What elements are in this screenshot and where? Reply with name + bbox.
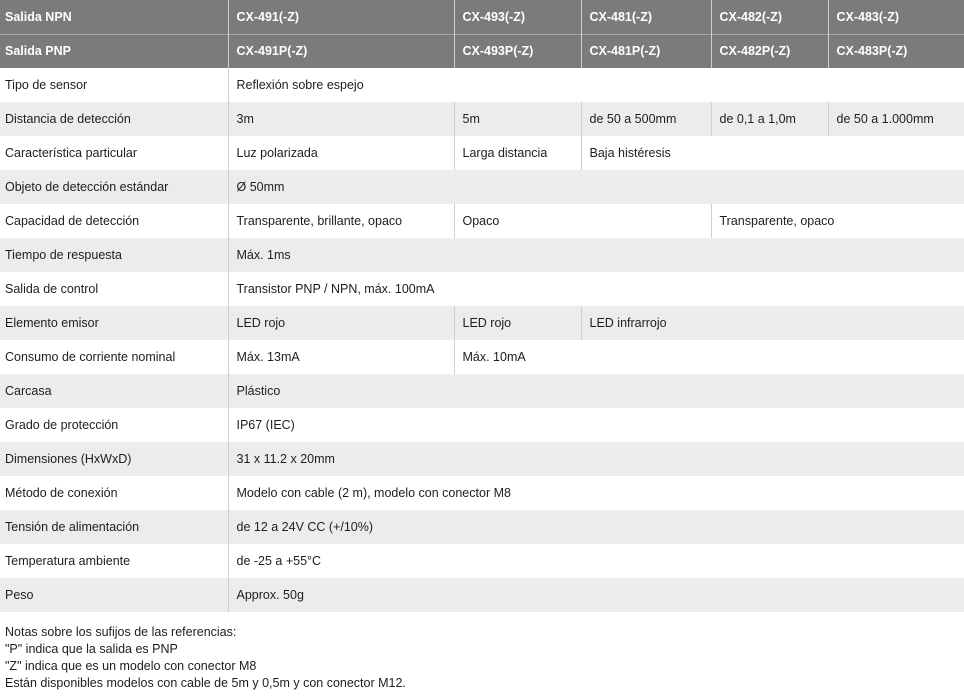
spec-value: Approx. 50g bbox=[228, 578, 964, 612]
spec-value: Transistor PNP / NPN, máx. 100mA bbox=[228, 272, 964, 306]
spec-row bbox=[0, 306, 964, 340]
header-cell-model: CX-481(-Z) bbox=[581, 0, 711, 34]
spec-label: Peso bbox=[0, 578, 228, 612]
spec-row bbox=[0, 476, 964, 510]
header-cell-model: CX-481P(-Z) bbox=[581, 34, 711, 68]
spec-row bbox=[0, 544, 964, 578]
spec-row bbox=[0, 408, 964, 442]
spec-value: Reflexión sobre espejo bbox=[228, 68, 964, 102]
spec-value: Larga distancia bbox=[454, 136, 581, 170]
spec-value: Transparente, brillante, opaco bbox=[228, 204, 454, 238]
spec-value: Máx. 13mA bbox=[228, 340, 454, 374]
spec-row bbox=[0, 374, 964, 408]
spec-value: LED infrarrojo bbox=[581, 306, 964, 340]
spec-label: Salida de control bbox=[0, 272, 228, 306]
spec-label: Consumo de corriente nominal bbox=[0, 340, 228, 374]
spec-value: Máx. 10mA bbox=[454, 340, 964, 374]
spec-value: de 12 a 24V CC (+/10%) bbox=[228, 510, 964, 544]
header-cell-model: CX-483(-Z) bbox=[828, 0, 964, 34]
spec-row bbox=[0, 340, 964, 374]
header-cell-model: CX-482(-Z) bbox=[711, 0, 828, 34]
header-cell-output-pnp: Salida PNP bbox=[0, 34, 228, 68]
spec-label: Elemento emisor bbox=[0, 306, 228, 340]
spec-row bbox=[0, 170, 964, 204]
note-line: "Z" indica que es un modelo con conector M8 bbox=[5, 659, 257, 673]
spec-label: Método de conexión bbox=[0, 476, 228, 510]
spec-label: Distancia de detección bbox=[0, 102, 228, 136]
header-cell-output-npn: Salida NPN bbox=[0, 0, 228, 34]
spec-label: Tipo de sensor bbox=[0, 68, 228, 102]
spec-value: Plástico bbox=[228, 374, 964, 408]
spec-row bbox=[0, 102, 964, 136]
spec-value: de -25 a +55°C bbox=[228, 544, 964, 578]
spec-value: Ø 50mm bbox=[228, 170, 964, 204]
spec-label: Capacidad de detección bbox=[0, 204, 228, 238]
header-cell-model: CX-482P(-Z) bbox=[711, 34, 828, 68]
header-cell-model: CX-493P(-Z) bbox=[454, 34, 581, 68]
spec-label: Característica particular bbox=[0, 136, 228, 170]
header-cell-model: CX-491P(-Z) bbox=[228, 34, 454, 68]
spec-value: Opaco bbox=[454, 204, 711, 238]
header-row-npn bbox=[0, 0, 964, 34]
spec-row bbox=[0, 204, 964, 238]
spec-value: de 0,1 a 1,0m bbox=[711, 102, 828, 136]
spec-row bbox=[0, 68, 964, 102]
note-line: Están disponibles modelos con cable de 5m y 0,5m y con conector M12. bbox=[5, 676, 406, 690]
spec-label: Objeto de detección estándar bbox=[0, 170, 228, 204]
spec-value: Modelo con cable (2 m), modelo con conector M8 bbox=[228, 476, 964, 510]
spec-value: Baja histéresis bbox=[581, 136, 964, 170]
spec-label: Temperatura ambiente bbox=[0, 544, 228, 578]
header-cell-model: CX-491(-Z) bbox=[228, 0, 454, 34]
reference-notes bbox=[5, 624, 955, 692]
spec-label: Tiempo de respuesta bbox=[0, 238, 228, 272]
header-cell-model: CX-493(-Z) bbox=[454, 0, 581, 34]
spec-value: Máx. 1ms bbox=[228, 238, 964, 272]
spec-value: Transparente, opaco bbox=[711, 204, 964, 238]
spec-value: 5m bbox=[454, 102, 581, 136]
spec-value: LED rojo bbox=[454, 306, 581, 340]
header-row-pnp bbox=[0, 34, 964, 68]
spec-value: IP67 (IEC) bbox=[228, 408, 964, 442]
spec-value: Luz polarizada bbox=[228, 136, 454, 170]
note-line: Notas sobre los sufijos de las referencias: bbox=[5, 625, 237, 639]
header-cell-model: CX-483P(-Z) bbox=[828, 34, 964, 68]
spec-row bbox=[0, 578, 964, 612]
spec-value: de 50 a 1.000mm bbox=[828, 102, 964, 136]
spec-row bbox=[0, 442, 964, 476]
spec-label: Dimensiones (HxWxD) bbox=[0, 442, 228, 476]
spec-row bbox=[0, 272, 964, 306]
spec-row bbox=[0, 136, 964, 170]
spec-value: de 50 a 500mm bbox=[581, 102, 711, 136]
spec-value: LED rojo bbox=[228, 306, 454, 340]
spec-row bbox=[0, 510, 964, 544]
spec-row bbox=[0, 238, 964, 272]
spec-value: 31 x 11.2 x 20mm bbox=[228, 442, 964, 476]
spec-label: Carcasa bbox=[0, 374, 228, 408]
spec-value: 3m bbox=[228, 102, 454, 136]
spec-label: Grado de protección bbox=[0, 408, 228, 442]
note-line: "P" indica que la salida es PNP bbox=[5, 642, 178, 656]
spec-label: Tensión de alimentación bbox=[0, 510, 228, 544]
